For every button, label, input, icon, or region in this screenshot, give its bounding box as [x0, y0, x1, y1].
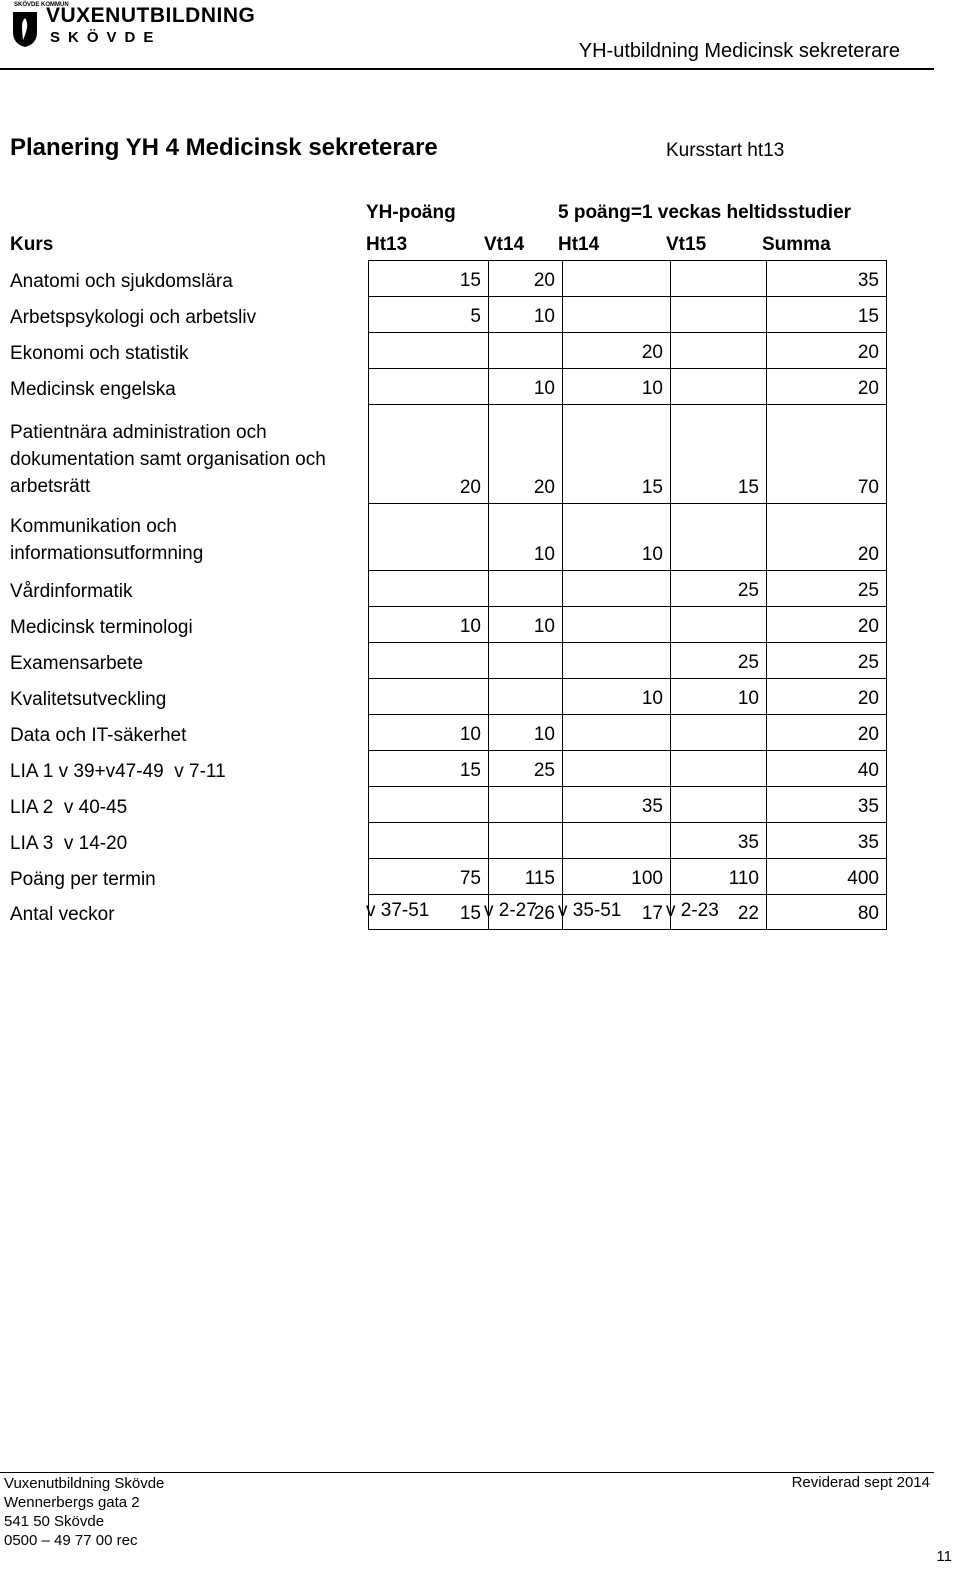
table-row	[0, 405, 887, 504]
cell-vt15	[671, 504, 767, 571]
course-name: Kommunikation och informationsutformning	[10, 515, 204, 564]
course-name: Ekonomi och statistik	[10, 342, 189, 364]
yh-poang-header: YH-poäng	[366, 202, 456, 223]
footer-address	[4, 1474, 164, 1550]
footer-postal: 541 50 Skövde	[4, 1513, 105, 1530]
cell-summa: 20	[767, 369, 887, 405]
cell-vt15	[671, 333, 767, 369]
course-name: Vårdinformatik	[10, 580, 133, 602]
course-name: Arbetspsykologi och arbetsliv	[10, 306, 257, 328]
cell-ht14	[563, 297, 671, 333]
cell-vt15: 110	[671, 859, 767, 895]
cell-ht14: 10	[563, 679, 671, 715]
cell-summa: 70	[767, 405, 887, 504]
cell-ht14: 20	[563, 333, 671, 369]
cell-ht13	[369, 643, 489, 679]
course-name: Medicinsk terminologi	[10, 616, 193, 638]
cell-summa: 80	[767, 895, 887, 930]
cell-ht13: 10	[369, 715, 489, 751]
course-name: LIA 2 v 40-45	[10, 796, 128, 818]
table-row	[0, 715, 887, 751]
cell-vt15	[671, 369, 767, 405]
footer-divider	[0, 1472, 934, 1473]
cell-summa: 35	[767, 823, 887, 859]
cell-ht14: 35	[563, 787, 671, 823]
table-row	[0, 504, 887, 571]
cell-summa: 20	[767, 607, 887, 643]
header-title: YH-utbildning Medicinsk sekreterare	[578, 40, 900, 62]
header-divider	[0, 68, 934, 70]
cell-vt15: 25	[671, 643, 767, 679]
cell-summa: 20	[767, 715, 887, 751]
course-name: Antal veckor	[10, 903, 115, 925]
cell-vt14: 10	[489, 504, 563, 571]
cell-vt14: 20	[489, 261, 563, 297]
footer-street: Wennerbergs gata 2	[4, 1494, 140, 1511]
kursstart-label: Kursstart ht13	[666, 140, 785, 161]
column-header-vt14: Vt14	[484, 234, 525, 255]
course-name: Patientnära administration och dokumentation samt organisation och arbetsrätt	[10, 421, 326, 497]
course-plan-table	[0, 260, 887, 930]
course-name: LIA 3 v 14-20	[10, 832, 128, 854]
table-row	[0, 895, 887, 930]
page-title: Planering YH 4 Medicinsk sekreterare	[10, 134, 438, 161]
cell-ht13	[369, 679, 489, 715]
cell-ht14	[563, 715, 671, 751]
cell-ht14: 10	[563, 504, 671, 571]
cell-ht13: 15	[369, 895, 489, 930]
weeks-ht13: v 37-51	[366, 900, 430, 921]
course-name: LIA 1 v 39+v47-49 v 7-11	[10, 760, 226, 782]
table-row	[0, 751, 887, 787]
cell-vt15	[671, 261, 767, 297]
column-header-ht13: Ht13	[366, 234, 408, 255]
cell-ht14: 17	[563, 895, 671, 930]
column-header-kurs: Kurs	[10, 234, 54, 255]
cell-summa: 20	[767, 679, 887, 715]
cell-vt14: 25	[489, 751, 563, 787]
footer-phone: 0500 – 49 77 00 rec	[4, 1532, 138, 1549]
cell-vt15	[671, 715, 767, 751]
column-header-ht14: Ht14	[558, 234, 600, 255]
cell-vt14: 10	[489, 369, 563, 405]
cell-vt14	[489, 823, 563, 859]
cell-ht13	[369, 333, 489, 369]
footer-revised: Reviderad sept 2014	[791, 1474, 930, 1491]
cell-ht13: 20	[369, 405, 489, 504]
cell-vt15	[671, 297, 767, 333]
weeks-ht14: v 35-51	[558, 900, 622, 921]
cell-ht14: 15	[563, 405, 671, 504]
table-row	[0, 369, 887, 405]
cell-vt15	[671, 607, 767, 643]
cell-summa: 35	[767, 787, 887, 823]
cell-ht13: 15	[369, 261, 489, 297]
cell-ht14	[563, 607, 671, 643]
table-row	[0, 823, 887, 859]
cell-vt14: 26	[489, 895, 563, 930]
cell-ht13: 5	[369, 297, 489, 333]
table-row	[0, 607, 887, 643]
cell-summa: 25	[767, 571, 887, 607]
cell-ht14: 100	[563, 859, 671, 895]
table-row	[0, 571, 887, 607]
logo-kommun-text: SKÖVDE KOMMUN	[14, 2, 69, 8]
table-row	[0, 643, 887, 679]
cell-ht14: 10	[563, 369, 671, 405]
cell-ht14	[563, 261, 671, 297]
cell-vt15: 22	[671, 895, 767, 930]
cell-vt15: 10	[671, 679, 767, 715]
cell-ht13	[369, 504, 489, 571]
cell-vt14: 10	[489, 715, 563, 751]
cell-summa: 35	[767, 261, 887, 297]
table-row	[0, 333, 887, 369]
cell-vt14: 10	[489, 297, 563, 333]
weeks-vt15: v 2-23	[666, 900, 719, 921]
logo-city: SKÖVDE	[50, 29, 162, 46]
cell-vt14	[489, 643, 563, 679]
vuxenutbildning-logo	[8, 2, 268, 50]
cell-vt15: 35	[671, 823, 767, 859]
cell-vt14: 10	[489, 607, 563, 643]
cell-ht14	[563, 643, 671, 679]
footer-org: Vuxenutbildning Skövde	[4, 1475, 165, 1492]
table-row	[0, 859, 887, 895]
cell-ht13: 75	[369, 859, 489, 895]
table-row	[0, 787, 887, 823]
cell-vt15	[671, 787, 767, 823]
cell-ht13	[369, 571, 489, 607]
course-name: Kvalitetsutveckling	[10, 688, 167, 710]
table-row	[0, 679, 887, 715]
column-header-vt15: Vt15	[666, 234, 707, 255]
cell-vt15: 15	[671, 405, 767, 504]
course-name: Medicinsk engelska	[10, 378, 176, 400]
weeks-vt14: v 2-27	[484, 900, 537, 921]
course-name: Examensarbete	[10, 652, 144, 674]
cell-summa: 15	[767, 297, 887, 333]
cell-vt14	[489, 787, 563, 823]
table-row	[0, 297, 887, 333]
cell-vt14: 115	[489, 859, 563, 895]
cell-vt14	[489, 571, 563, 607]
cell-ht14	[563, 823, 671, 859]
cell-ht14	[563, 751, 671, 787]
cell-vt14: 20	[489, 405, 563, 504]
cell-ht14	[563, 571, 671, 607]
column-header-summa: Summa	[762, 234, 831, 255]
cell-vt15	[671, 751, 767, 787]
table-row	[0, 261, 887, 297]
scale-note-header: 5 poäng=1 veckas heltidsstudier	[558, 202, 852, 223]
logo-name: VUXENUTBILDNING	[46, 4, 256, 27]
page-number: 11	[936, 1548, 952, 1565]
course-name: Data och IT-säkerhet	[10, 724, 187, 746]
crest-icon	[10, 2, 40, 48]
cell-ht13	[369, 823, 489, 859]
cell-ht13	[369, 787, 489, 823]
cell-ht13: 10	[369, 607, 489, 643]
cell-summa: 40	[767, 751, 887, 787]
cell-vt15: 25	[671, 571, 767, 607]
course-name: Poäng per termin	[10, 868, 156, 890]
cell-summa: 25	[767, 643, 887, 679]
cell-vt14	[489, 679, 563, 715]
course-name: Anatomi och sjukdomslära	[10, 270, 233, 292]
cell-summa: 20	[767, 504, 887, 571]
cell-ht13	[369, 369, 489, 405]
cell-vt14	[489, 333, 563, 369]
cell-ht13: 15	[369, 751, 489, 787]
cell-summa: 400	[767, 859, 887, 895]
cell-summa: 20	[767, 333, 887, 369]
